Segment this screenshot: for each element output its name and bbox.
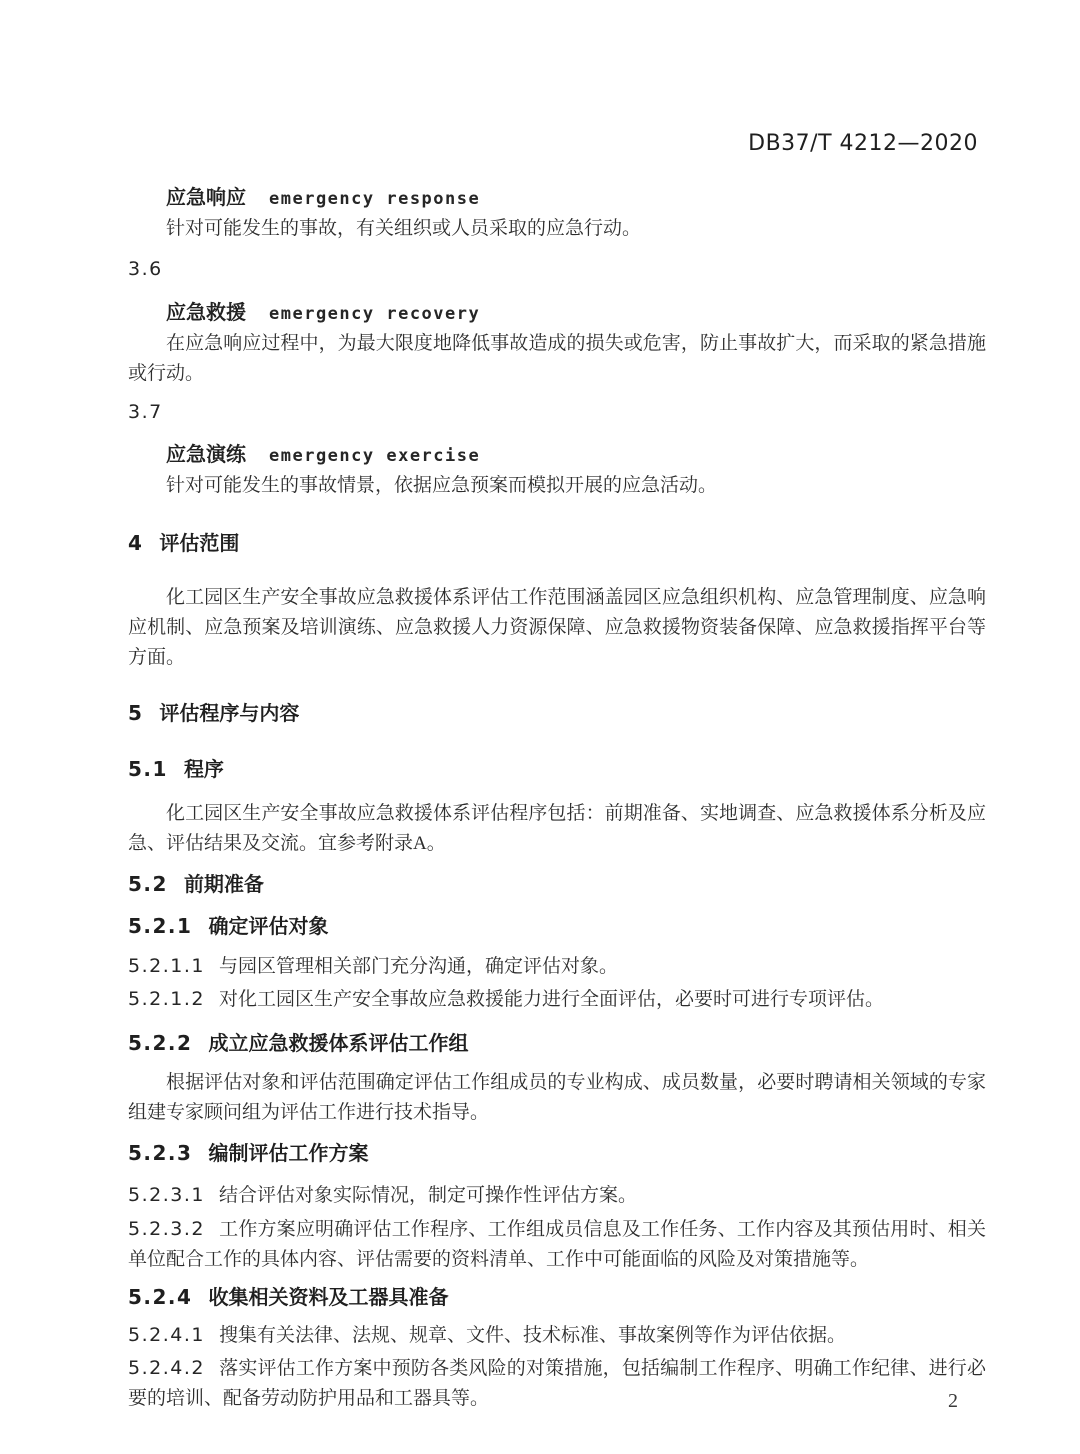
paragraph: 化工园区生产安全事故应急救援体系评估程序包括：前期准备、实地调查、应急救援体系分析及应急、评估结果及交流。宜参考附录A。 (128, 803, 986, 854)
clause-text: 结合评估对象实际情况，制定可操作性评估方案。 (218, 1185, 637, 1206)
heading-number: 5.2.1 (128, 914, 193, 938)
heading-title: 编制评估工作方案 (208, 1141, 369, 1165)
definition-text: 在应急响应过程中，为最大限度地降低事故造成的损失或危害，防止事故扩大，而采取的紧急措施或行动。 (128, 333, 986, 384)
clause-number: 5.2.3.1 (128, 1184, 205, 1206)
page-content (128, 170, 986, 1414)
heading-number: 5.2.3 (128, 1141, 193, 1165)
clause-number: 5.2.1.1 (128, 955, 205, 977)
section-heading-4 (128, 528, 986, 558)
clause (128, 984, 986, 1015)
section-heading-5-1 (128, 754, 986, 784)
definition-text: 针对可能发生的事故，有关组织或人员采取的应急行动。 (166, 218, 642, 239)
section-heading-5-2-4 (128, 1282, 986, 1312)
term-en: emergency exercise (269, 446, 481, 466)
definition-number: 3.6 (128, 258, 163, 280)
clause-number: 5.2.3.2 (128, 1218, 205, 1240)
heading-title: 前期准备 (183, 872, 264, 896)
definition-number: 3.7 (128, 401, 163, 423)
doc-number: DB37/T 4212—2020 (748, 131, 978, 156)
clause (128, 1180, 986, 1211)
term-en: emergency recovery (269, 304, 481, 324)
section-heading-5 (128, 698, 986, 728)
heading-title: 评估范围 (159, 531, 240, 555)
clause (128, 1353, 986, 1414)
section-heading-5-2-2 (128, 1028, 986, 1058)
heading-title: 评估程序与内容 (159, 701, 300, 725)
definition-text: 针对可能发生的事故情景，依据应急预案而模拟开展的应急活动。 (166, 475, 718, 496)
term-en: emergency response (269, 189, 481, 209)
section-heading-5-2 (128, 869, 986, 899)
heading-title: 成立应急救援体系评估工作组 (208, 1031, 469, 1055)
clause-text: 搜集有关法律、法规、规章、文件、技术标准、事故案例等作为评估依据。 (218, 1325, 846, 1346)
term-zh: 应急演练 (166, 442, 246, 466)
heading-title: 确定评估对象 (208, 914, 329, 938)
clause-text: 与园区管理相关部门充分沟通，确定评估对象。 (218, 956, 618, 977)
clause-number: 5.2.1.2 (128, 988, 205, 1010)
clause-text: 工作方案应明确评估工作程序、工作组成员信息及工作任务、工作内容及其预估用时、相关单位配合工作的具体内容、评估需要的资料清单、工作中可能面临的风险及对策措施等。 (128, 1219, 986, 1270)
paragraph: 化工园区生产安全事故应急救援体系评估工作范围涵盖园区应急组织机构、应急管理制度、应急响应机制、应急预案及培训演练、应急救援人力资源保障、应急救援物资装备保障、应急救援指挥平台等方面。 (128, 587, 986, 668)
term-line (128, 439, 986, 471)
clause-number: 5.2.4.2 (128, 1357, 205, 1379)
section-heading-5-2-1 (128, 911, 986, 941)
term-zh: 应急响应 (166, 185, 246, 209)
clause (128, 1214, 986, 1275)
clause-text: 落实评估工作方案中预防各类风险的对策措施，包括编制工作程序、明确工作纪律、进行必要的培训、配备劳动防护用品和工器具等。 (128, 1358, 986, 1409)
term-zh: 应急救援 (166, 300, 246, 324)
heading-number: 5.2 (128, 872, 168, 896)
clause (128, 951, 986, 982)
section-heading-5-2-3 (128, 1138, 986, 1168)
term-line (128, 297, 986, 329)
heading-number: 5 (128, 701, 144, 725)
heading-number: 5.1 (128, 757, 168, 781)
clause-number: 5.2.4.1 (128, 1324, 205, 1346)
heading-title: 收集相关资料及工器具准备 (208, 1285, 449, 1309)
clause-text: 对化工园区生产安全事故应急救援能力进行全面评估，必要时可进行专项评估。 (218, 989, 884, 1010)
heading-number: 4 (128, 531, 144, 555)
clause (128, 1320, 986, 1351)
page-number: 2 (948, 1390, 958, 1412)
heading-number: 5.2.2 (128, 1031, 193, 1055)
heading-number: 5.2.4 (128, 1285, 193, 1309)
heading-title: 程序 (183, 757, 224, 781)
paragraph: 根据评估对象和评估范围确定评估工作组成员的专业构成、成员数量，必要时聘请相关领域的专家组建专家顾问组为评估工作进行技术指导。 (128, 1072, 986, 1123)
term-line (128, 182, 986, 214)
